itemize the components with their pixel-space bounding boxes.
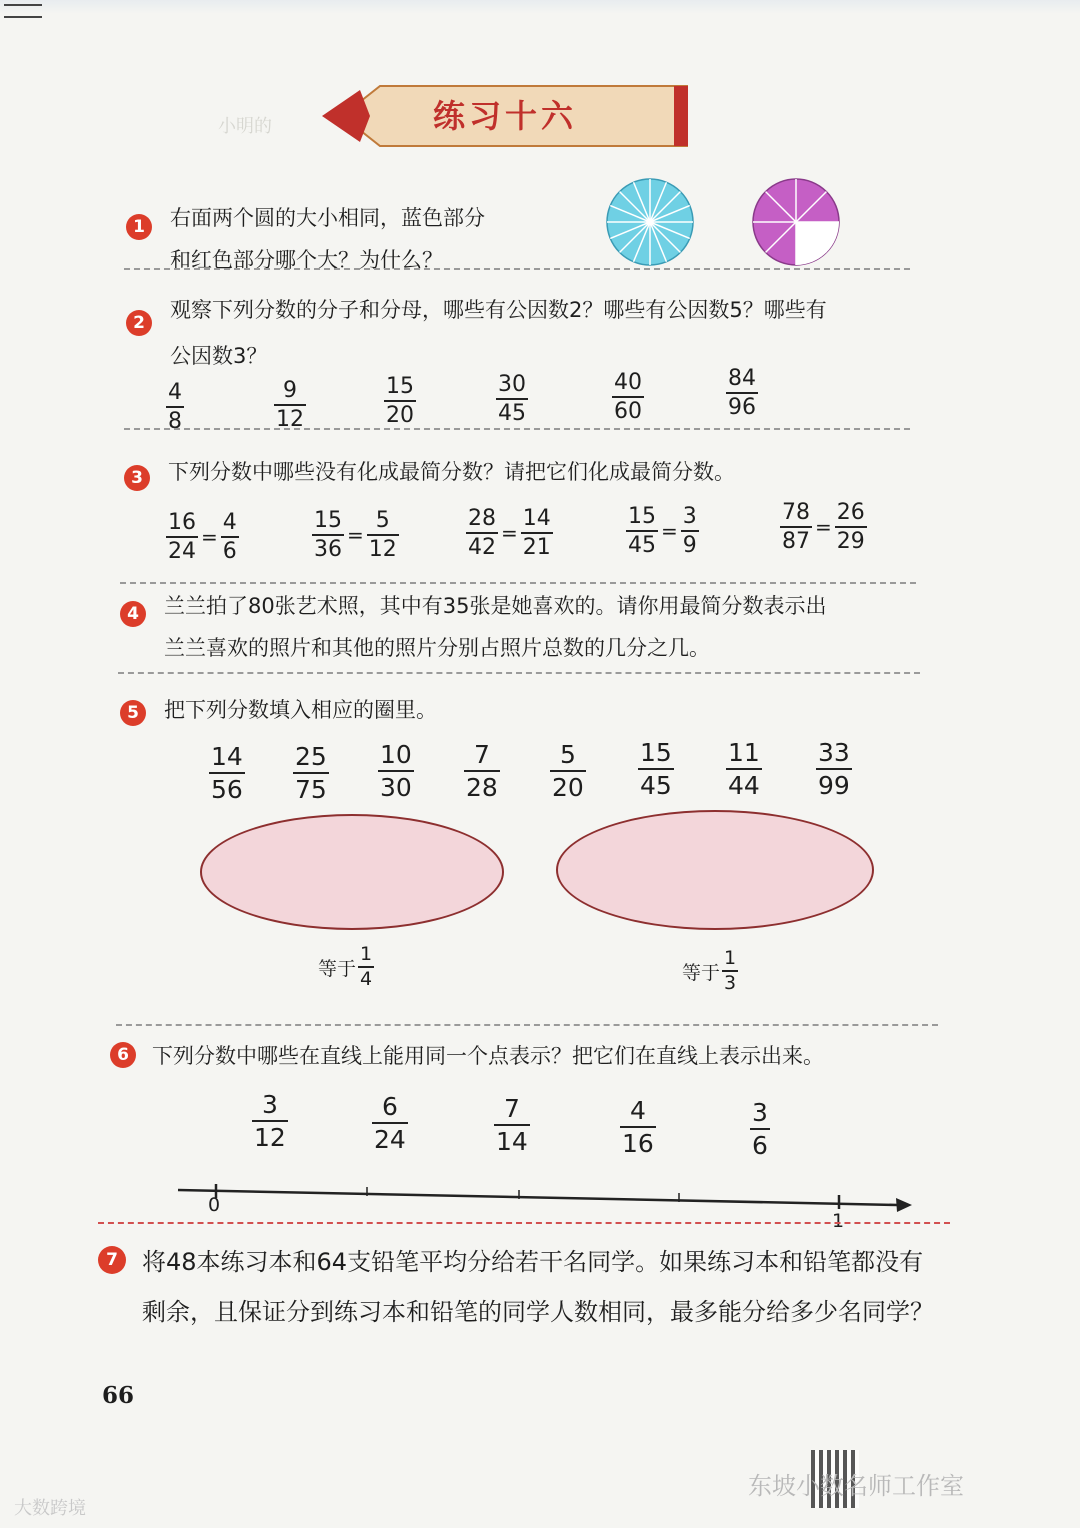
q3-equation <box>312 508 399 562</box>
oval-right-fraction: $\frac{1}{3}$ <box>724 947 737 994</box>
equals-sign: = <box>201 525 218 549</box>
q5-line1: 把下列分数填入相应的圈里。 <box>164 698 437 722</box>
watermark-left: 大数跨境 <box>14 1498 86 1519</box>
q7-line1: 将48本练习本和64支铅笔平均分给若干名同学。如果练习本和铅笔都没有 <box>142 1248 924 1276</box>
purple-circle <box>750 176 842 268</box>
question-number-6: 6 <box>110 1042 136 1068</box>
q3-equation <box>166 510 239 564</box>
page-number: 66 <box>102 1382 135 1409</box>
equals-sign: = <box>347 523 364 547</box>
oval-left-label <box>318 944 374 990</box>
q2-fraction: 40 60 <box>614 370 642 424</box>
q3-fraction-original: $\frac{78}{87}$ <box>782 500 810 554</box>
blue-circle <box>604 176 696 268</box>
q5-fraction: 15 45 <box>640 738 672 800</box>
q5-fraction: 11 44 <box>728 738 760 800</box>
oval-left-fraction: $\frac{1}{4}$ <box>360 943 373 990</box>
q3-fraction-simplified: $\frac{26}{29}$ <box>836 500 865 554</box>
q4-line1: 兰兰拍了80张艺术照，其中有35张是她喜欢的。请你用最简分数表示出 <box>164 594 827 618</box>
equals-sign: = <box>815 515 832 539</box>
oval-one-quarter <box>200 814 504 930</box>
q5-fraction: 5 20 <box>552 740 584 802</box>
q2-fraction: 15 20 <box>386 374 414 428</box>
separator <box>120 582 916 584</box>
q3-equation <box>780 500 867 554</box>
q5-fraction: 10 30 <box>380 740 412 802</box>
q6-fraction: 4 16 <box>622 1096 654 1158</box>
q6-fraction: 3 12 <box>254 1090 286 1152</box>
separator <box>98 1222 950 1224</box>
q3-line1: 下列分数中哪些没有化成最简分数？请把它们化成最简分数。 <box>168 460 735 484</box>
q3-fraction-original: $\frac{28}{42}$ <box>468 506 496 560</box>
q2-line1: 观察下列分数的分子和分母，哪些有公因数2？哪些有公因数5？哪些有 <box>170 298 827 322</box>
q3-fraction-original: $\frac{16}{24}$ <box>168 510 196 564</box>
q2-fraction: 30 45 <box>498 372 526 426</box>
q1-line1: 右面两个圆的大小相同，蓝色部分 <box>170 206 485 230</box>
question-number-7: 7 <box>98 1246 126 1274</box>
separator <box>124 268 910 270</box>
question-number-3: 3 <box>124 465 150 491</box>
q2-fraction: 4 8 <box>168 380 182 434</box>
axis-label-start: 0 <box>208 1194 221 1216</box>
q2-fraction: 9 12 <box>276 378 304 432</box>
question-number-4: 4 <box>120 601 146 627</box>
page-title: 练习十六 <box>432 97 577 135</box>
q5-fraction: 25 75 <box>295 742 327 804</box>
q3-fraction-simplified: $\frac{3}{9}$ <box>682 504 697 558</box>
question-number-5: 5 <box>120 700 146 726</box>
oval-right-prefix: 等于 <box>682 961 721 984</box>
q3-fraction-original: $\frac{15}{45}$ <box>628 504 656 558</box>
q3-equation <box>466 506 553 560</box>
q6-fraction: 6 24 <box>374 1092 406 1154</box>
q5-fraction: 33 99 <box>818 738 850 800</box>
q3-fraction-simplified: $\frac{14}{21}$ <box>522 506 551 560</box>
equals-sign: = <box>501 521 518 545</box>
number-line <box>176 1175 916 1215</box>
corner-mark <box>4 4 42 18</box>
q6-line1: 下列分数中哪些在直线上能用同一个点表示？把它们在直线上表示出来。 <box>152 1044 824 1068</box>
q4-line2: 兰兰喜欢的照片和其他的照片分别占照片总数的几分之几。 <box>164 636 710 660</box>
q6-fraction: 7 14 <box>496 1094 528 1156</box>
q3-equation <box>626 504 699 558</box>
q5-fraction: 7 28 <box>466 740 498 802</box>
watermark-right: 东坡小数名师工作室 <box>748 1472 964 1500</box>
oval-right-label <box>682 948 738 994</box>
oval-left-prefix: 等于 <box>318 957 357 980</box>
q7-line2: 剩余，且保证分到练习本和铅笔的同学人数相同，最多能分给多少名同学？ <box>142 1298 934 1326</box>
q3-fraction-simplified: $\frac{4}{6}$ <box>222 510 237 564</box>
q3-fraction-original: $\frac{15}{36}$ <box>314 508 342 562</box>
q6-fraction: 3 6 <box>752 1098 768 1160</box>
title-banner <box>322 82 688 150</box>
question-number-2: 2 <box>126 310 152 336</box>
q3-fraction-simplified: $\frac{5}{12}$ <box>368 508 397 562</box>
ghost-text: 小明的 <box>218 116 272 137</box>
oval-one-third <box>556 810 874 930</box>
q5-fraction: 14 56 <box>211 742 243 804</box>
question-number-1: 1 <box>126 214 152 240</box>
equals-sign: = <box>661 519 678 543</box>
page-edge <box>0 0 1080 14</box>
separator <box>118 672 920 674</box>
q2-line2: 公因数3？ <box>170 344 268 368</box>
q1-line2: 和红色部分哪个大？为什么？ <box>170 248 443 272</box>
axis-label-end: 1 <box>832 1210 845 1232</box>
q2-fraction: 84 96 <box>728 366 756 420</box>
separator <box>116 1024 938 1026</box>
separator <box>124 428 910 430</box>
